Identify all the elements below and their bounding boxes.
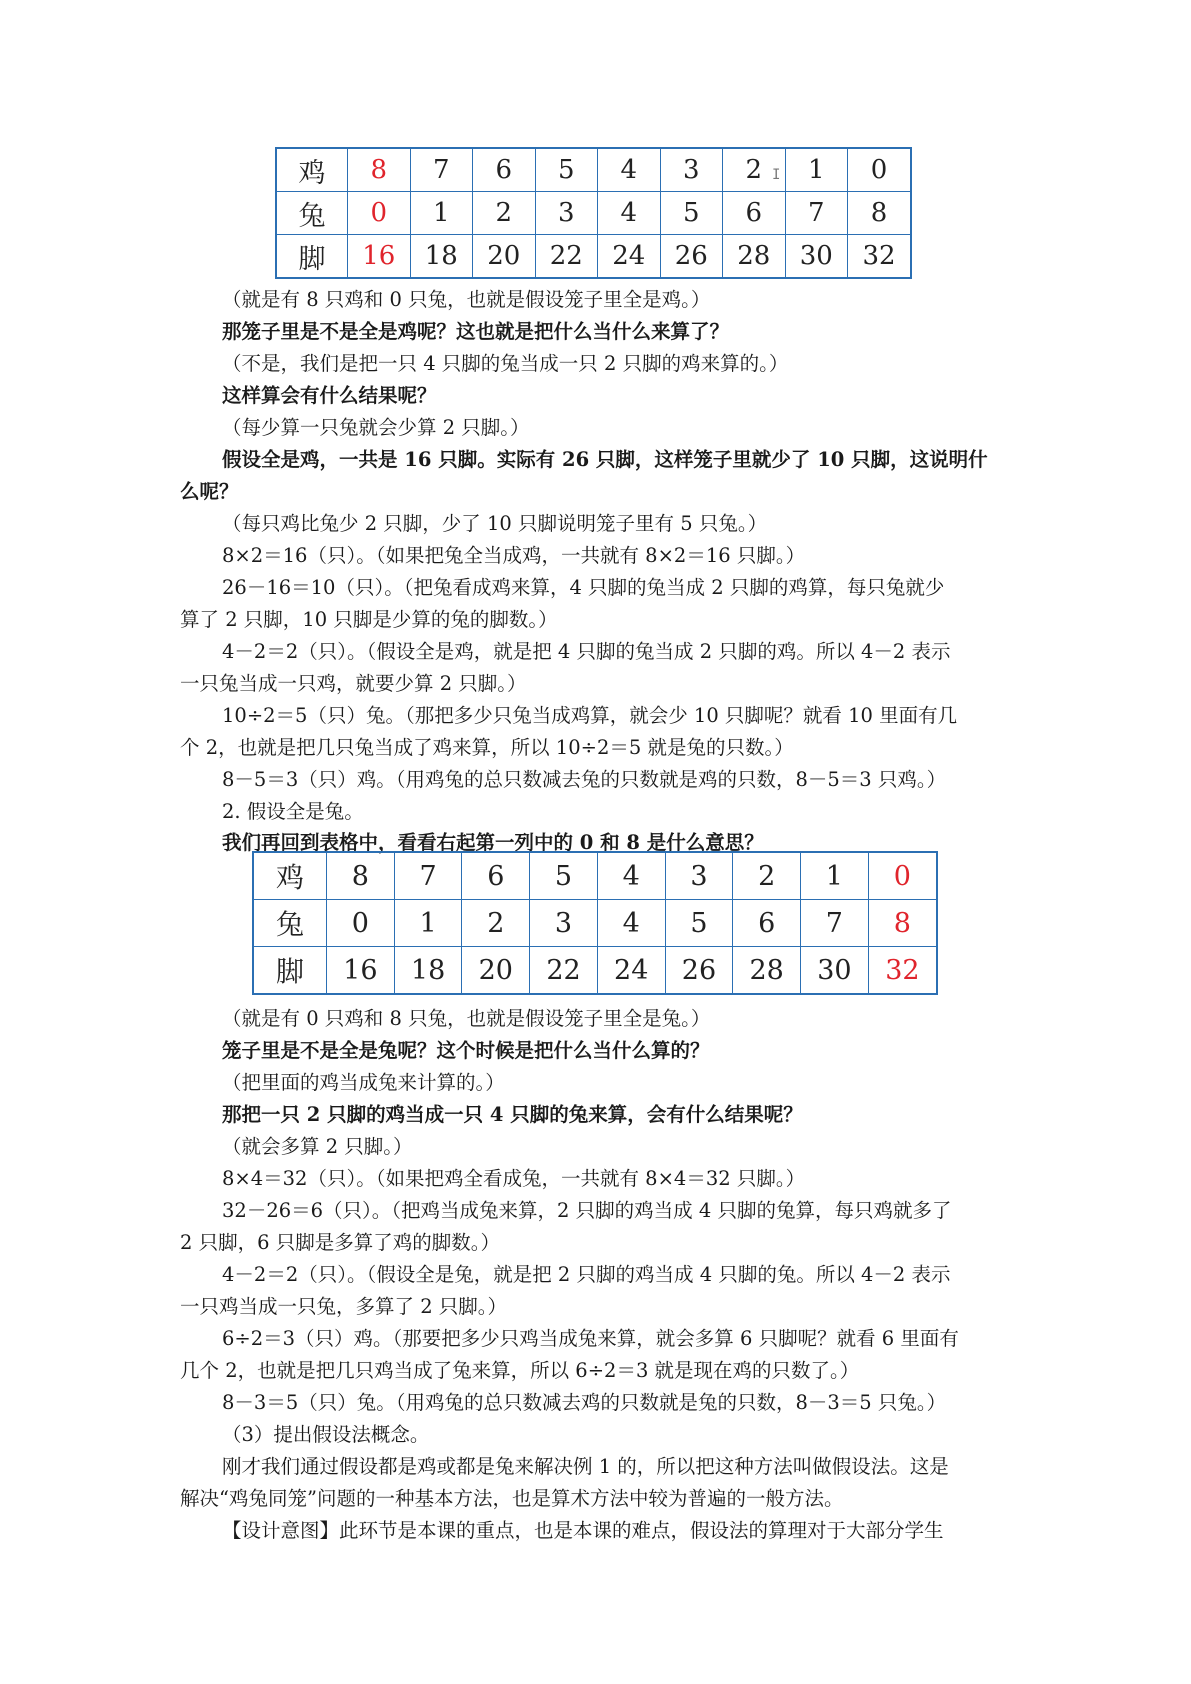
paragraph-line: 2 只脚，6 只脚是多算了鸡的脚数。） — [180, 1231, 500, 1254]
table-cell: 6 — [473, 148, 536, 192]
paragraph-line: 6÷2＝3（只）鸡。（那要把多少只鸡当成兔来算，就会多算 6 只脚呢？就看 6 里面有 — [222, 1327, 959, 1350]
table-cell: 24 — [597, 947, 665, 995]
paragraph-line: 8×4＝32（只）。（如果把鸡全看成兔，一共就有 8×4＝32 只脚。） — [222, 1167, 806, 1190]
table-cell: 28 — [723, 235, 786, 279]
table-cell: 18 — [394, 947, 462, 995]
paragraph-line: 4－2＝2（只）。（假设全是鸡，就是把 4 只脚的兔当成 2 只脚的鸡。所以 4－2 表示 — [222, 640, 951, 663]
paragraph-line: 8－5＝3（只）鸡。（用鸡兔的总只数减去兔的只数就是鸡的只数，8－5＝3 只鸡。） — [222, 768, 947, 791]
row-label: 鸡 — [253, 852, 327, 900]
paragraph-line: 解决“鸡兔同笼”问题的一种基本方法，也是算术方法中较为普遍的一般方法。 — [180, 1487, 844, 1510]
table-cell: 0 — [868, 852, 937, 900]
question-line: 那笼子里是不是全是鸡呢？这也就是把什么当什么来算了？ — [222, 320, 730, 343]
table-cell: 2 — [733, 852, 801, 900]
row-label: 兔 — [276, 192, 348, 235]
table-row — [253, 900, 937, 947]
table-cell: 5 — [530, 852, 598, 900]
text-cursor-icon: I — [772, 167, 781, 183]
table-cell: 7 — [801, 900, 869, 947]
table-cell: 1 — [801, 852, 869, 900]
table-row — [253, 852, 937, 900]
paragraph-line: 几个 2，也就是把几只鸡当成了兔来算，所以 6÷2＝3 就是现在鸡的只数了。） — [180, 1359, 860, 1382]
paragraph-line: （就是有 8 只鸡和 0 只兔，也就是假设笼子里全是鸡。） — [222, 288, 711, 311]
paragraph-line: 26－16＝10（只）。（把兔看成鸡来算，4 只脚的兔当成 2 只脚的鸡算，每只兔就少 — [222, 576, 945, 599]
paragraph-line: 一只兔当成一只鸡，就要少算 2 只脚。） — [180, 672, 527, 695]
paragraph-line: 算了 2 只脚，10 只脚是少算的兔的脚数。） — [180, 608, 558, 631]
table-cell: 6 — [723, 192, 786, 235]
table-row — [276, 148, 911, 192]
table-cell: 22 — [535, 235, 598, 279]
table-cell: 7 — [785, 192, 848, 235]
table-cell: 2 — [462, 900, 530, 947]
table-cell: 24 — [598, 235, 661, 279]
table-cell: 3 — [660, 148, 723, 192]
section-heading: 2. 假设全是兔。 — [222, 800, 364, 823]
paragraph-line: 刚才我们通过假设都是鸡或都是兔来解决例 1 的，所以把这种方法叫做假设法。这是 — [222, 1455, 949, 1478]
table-cell: 32 — [868, 947, 937, 995]
table-cell: 2 — [723, 148, 786, 192]
paragraph-line: （每少算一只兔就会少算 2 只脚。） — [222, 416, 530, 439]
question-line: 笼子里是不是全是兔呢？这个时候是把什么当什么算的？ — [222, 1039, 710, 1062]
paragraph-line: 4－2＝2（只）。（假设全是兔，就是把 2 只脚的鸡当成 4 只脚的兔。所以 4－2 表示 — [222, 1263, 951, 1286]
row-label: 脚 — [276, 235, 348, 279]
row-label: 鸡 — [276, 148, 348, 192]
chicken-rabbit-table-2 — [252, 851, 938, 995]
table-row — [276, 235, 911, 279]
table-cell: 5 — [665, 900, 733, 947]
table-cell: 30 — [801, 947, 869, 995]
paragraph-line: （不是，我们是把一只 4 只脚的兔当成一只 2 只脚的鸡来算的。） — [222, 352, 789, 375]
paragraph-line: 个 2，也就是把几只兔当成了鸡来算，所以 10÷2＝5 就是兔的只数。） — [180, 736, 794, 759]
paragraph-line: 一只鸡当成一只兔，多算了 2 只脚。） — [180, 1295, 508, 1318]
table-cell: 18 — [410, 235, 473, 279]
table-cell: 0 — [348, 192, 411, 235]
question-line: 我们再回到表格中，看看右起第一列中的 0 和 8 是什么意思？ — [222, 831, 764, 854]
paragraph-line: 8－3＝5（只）兔。（用鸡兔的总只数减去鸡的只数就是兔的只数，8－3＝5 只兔。） — [222, 1391, 947, 1414]
section-heading: （3）提出假设法概念。 — [222, 1423, 430, 1446]
paragraph-line: 32－26＝6（只）。（把鸡当成兔来算，2 只脚的鸡当成 4 只脚的兔算，每只鸡就多了 — [222, 1199, 952, 1222]
question-line: 这样算会有什么结果呢？ — [222, 384, 437, 407]
table-cell: 28 — [733, 947, 801, 995]
table-cell: 8 — [327, 852, 395, 900]
table-cell: 5 — [660, 192, 723, 235]
table-cell: 4 — [597, 852, 665, 900]
paragraph-line: （把里面的鸡当成兔来计算的。） — [222, 1071, 505, 1094]
question-line: 那把一只 2 只脚的鸡当成一只 4 只脚的兔来算，会有什么结果呢？ — [222, 1103, 803, 1126]
table-cell: 6 — [733, 900, 801, 947]
table-cell: 3 — [665, 852, 733, 900]
paragraph-line: 10÷2＝5（只）兔。（那把多少只兔当成鸡算，就会少 10 只脚呢？就看 10 里面有几 — [222, 704, 958, 727]
table-cell: 32 — [848, 235, 912, 279]
table-cell: 0 — [327, 900, 395, 947]
table-cell: 30 — [785, 235, 848, 279]
table-cell: 8 — [348, 148, 411, 192]
paragraph-line: （每只鸡比兔少 2 只脚，少了 10 只脚说明笼子里有 5 只兔。） — [222, 512, 768, 535]
row-label: 脚 — [253, 947, 327, 995]
table-row — [276, 192, 911, 235]
table-cell: 20 — [462, 947, 530, 995]
question-line: 么呢？ — [180, 480, 239, 503]
paragraph-line: 【设计意图】此环节是本课的重点，也是本课的难点，假设法的算理对于大部分学生 — [222, 1519, 944, 1542]
table-cell: 4 — [598, 192, 661, 235]
table-cell: 8 — [848, 192, 912, 235]
table-cell: 5 — [535, 148, 598, 192]
table-cell: 16 — [348, 235, 411, 279]
table-cell: 6 — [462, 852, 530, 900]
table-cell: 20 — [473, 235, 536, 279]
table-cell: 1 — [394, 900, 462, 947]
paragraph-line: （就会多算 2 只脚。） — [222, 1135, 413, 1158]
table-cell: 1 — [410, 192, 473, 235]
table-cell: 7 — [410, 148, 473, 192]
table-cell: 16 — [327, 947, 395, 995]
paragraph-line: （就是有 0 只鸡和 8 只兔，也就是假设笼子里全是兔。） — [222, 1007, 711, 1030]
table-cell: 4 — [597, 900, 665, 947]
table-cell: 8 — [868, 900, 937, 947]
table-cell: 3 — [535, 192, 598, 235]
question-line: 假设全是鸡，一共是 16 只脚。实际有 26 只脚，这样笼子里就少了 10 只脚，这说明什 — [222, 448, 988, 471]
paragraph-line: 8×2＝16（只）。（如果把兔全当成鸡，一共就有 8×2＝16 只脚。） — [222, 544, 806, 567]
table-cell: 3 — [530, 900, 598, 947]
table-cell: 26 — [660, 235, 723, 279]
table-row — [253, 947, 937, 995]
table-cell: 26 — [665, 947, 733, 995]
table-cell: 22 — [530, 947, 598, 995]
table-cell: 2 — [473, 192, 536, 235]
table-cell: 7 — [394, 852, 462, 900]
table-cell: 1 — [785, 148, 848, 192]
row-label: 兔 — [253, 900, 327, 947]
table-cell: 4 — [598, 148, 661, 192]
chicken-rabbit-table-1 — [275, 147, 912, 279]
table-cell: 0 — [848, 148, 912, 192]
